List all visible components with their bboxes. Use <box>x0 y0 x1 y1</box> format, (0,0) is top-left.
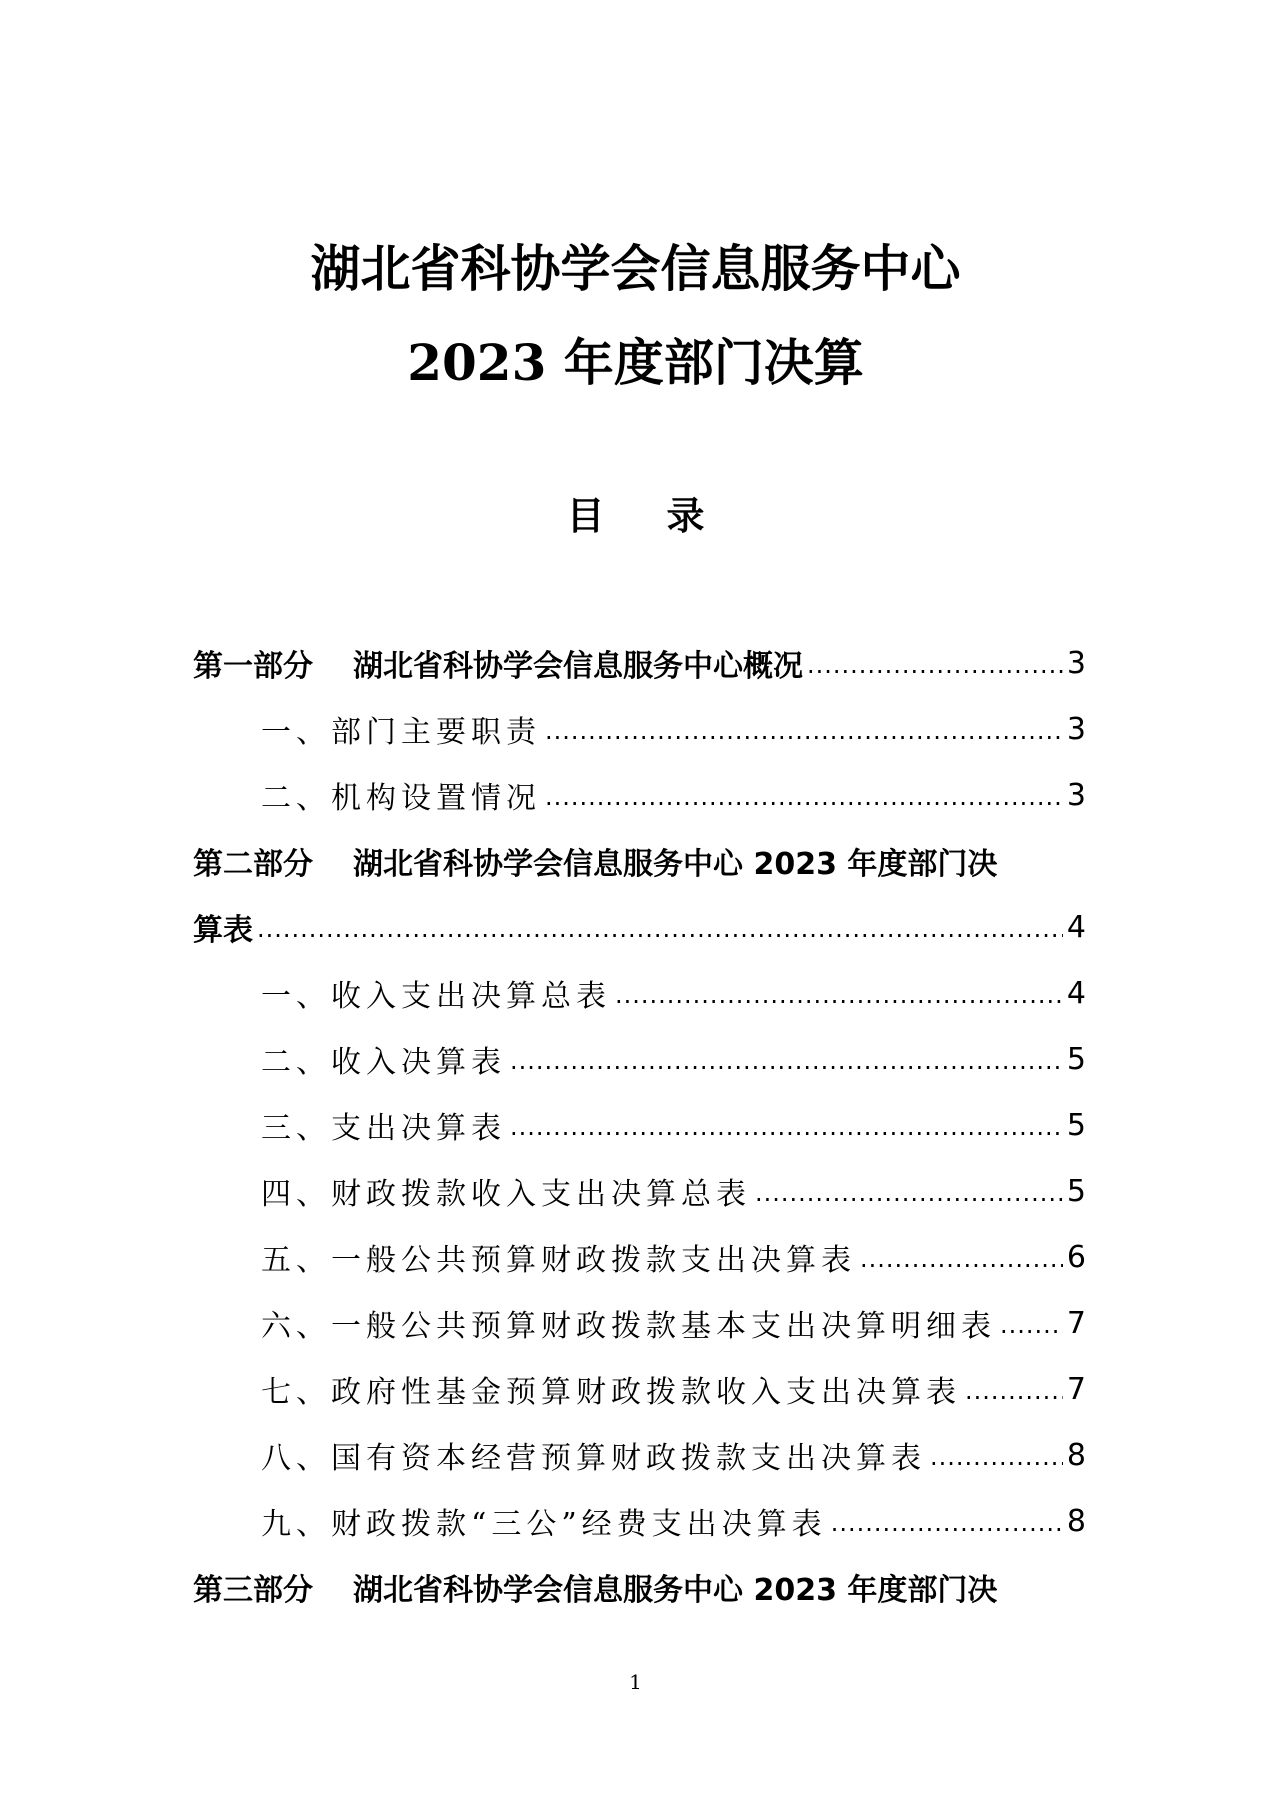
toc-part-3[interactable] <box>193 1554 1086 1620</box>
toc-item[interactable] <box>193 1422 1086 1488</box>
toc-item[interactable] <box>193 1290 1086 1356</box>
toc-leader-dots <box>755 1174 1063 1209</box>
toc-part-2-continued[interactable] <box>193 894 1086 960</box>
toc-page-number: 4 <box>1066 975 1086 1011</box>
toc-item-label: 一、收入支出决算总表 <box>261 979 611 1014</box>
toc-item[interactable] <box>193 1092 1086 1158</box>
toc-page-number: 3 <box>1066 711 1086 747</box>
toc-item-label: 六、一般公共预算财政拨款基本支出决算明细表 <box>261 1309 996 1344</box>
toc-leader-dots <box>615 976 1063 1011</box>
toc-item[interactable] <box>193 1488 1086 1554</box>
toc-item-label: 五、一般公共预算财政拨款支出决算表 <box>261 1243 856 1278</box>
toc-page-number: 5 <box>1066 1107 1086 1143</box>
toc-item[interactable] <box>193 1224 1086 1290</box>
toc-part-2[interactable] <box>193 828 1086 894</box>
toc-leader-dots <box>545 712 1063 747</box>
toc-item[interactable] <box>193 696 1086 762</box>
toc-leader-dots <box>510 1042 1063 1077</box>
toc-page-number: 5 <box>1066 1173 1086 1209</box>
title-line-1: 湖北省科协学会信息服务中心 <box>310 239 961 298</box>
toc-page-number: 5 <box>1066 1041 1086 1077</box>
page-number: 1 <box>629 1670 642 1694</box>
toc-leader-dots <box>860 1240 1063 1275</box>
toc-item[interactable] <box>193 960 1086 1026</box>
toc-item-label: 三、支出决算表 <box>261 1111 506 1146</box>
toc-leader-dots <box>930 1438 1063 1473</box>
toc-page-number: 6 <box>1066 1239 1086 1275</box>
toc-item-label: 一、部门主要职责 <box>261 715 541 750</box>
toc-leader-dots <box>257 910 1063 945</box>
toc-leader-dots <box>965 1372 1063 1407</box>
toc-part-title: 湖北省科协学会信息服务中心 2023 年度部门决 <box>353 847 998 882</box>
toc-page-number: 3 <box>1066 777 1086 813</box>
toc-page-number: 8 <box>1066 1437 1086 1473</box>
toc-part-label <box>193 839 1086 883</box>
toc-page-number: 4 <box>1066 909 1086 945</box>
toc-part-title: 湖北省科协学会信息服务中心概况 <box>353 649 803 684</box>
toc-part-1[interactable] <box>193 630 1086 696</box>
toc-part-title-cont: 算表 <box>193 913 253 948</box>
document-title <box>0 222 1271 410</box>
toc-item-label: 四、财政拨款收入支出决算总表 <box>261 1177 751 1212</box>
toc-leader-dots <box>831 1504 1063 1539</box>
toc-item-label: 七、政府性基金预算财政拨款收入支出决算表 <box>261 1375 961 1410</box>
toc-page-number: 7 <box>1066 1371 1086 1407</box>
toc-page-number: 7 <box>1066 1305 1086 1341</box>
toc-leader-dots <box>807 646 1063 681</box>
toc-part-label <box>193 1565 1086 1609</box>
table-of-contents <box>193 630 1086 1620</box>
toc-item[interactable] <box>193 1356 1086 1422</box>
toc-item-label: 二、收入决算表 <box>261 1045 506 1080</box>
toc-page-number: 8 <box>1066 1503 1086 1539</box>
toc-leader-dots <box>1000 1306 1063 1341</box>
toc-part-title: 湖北省科协学会信息服务中心 2023 年度部门决 <box>353 1573 998 1608</box>
toc-item[interactable] <box>193 1026 1086 1092</box>
toc-item-label: 二、机构设置情况 <box>261 781 541 816</box>
toc-item[interactable] <box>193 762 1086 828</box>
toc-part-number: 第二部分 <box>193 847 313 882</box>
toc-item[interactable] <box>193 1158 1086 1224</box>
toc-leader-dots <box>510 1108 1063 1143</box>
toc-part-number: 第三部分 <box>193 1573 313 1608</box>
toc-heading: 目录 <box>566 493 767 538</box>
title-line-2: 2023 年度部门决算 <box>407 333 864 392</box>
toc-part-number: 第一部分 <box>193 649 313 684</box>
toc-leader-dots <box>545 778 1063 813</box>
toc-page-number: 3 <box>1066 645 1086 681</box>
toc-item-label: 九、财政拨款“三公”经费支出决算表 <box>261 1507 827 1542</box>
toc-item-label: 八、国有资本经营预算财政拨款支出决算表 <box>261 1441 926 1476</box>
toc-part-label <box>193 641 803 685</box>
